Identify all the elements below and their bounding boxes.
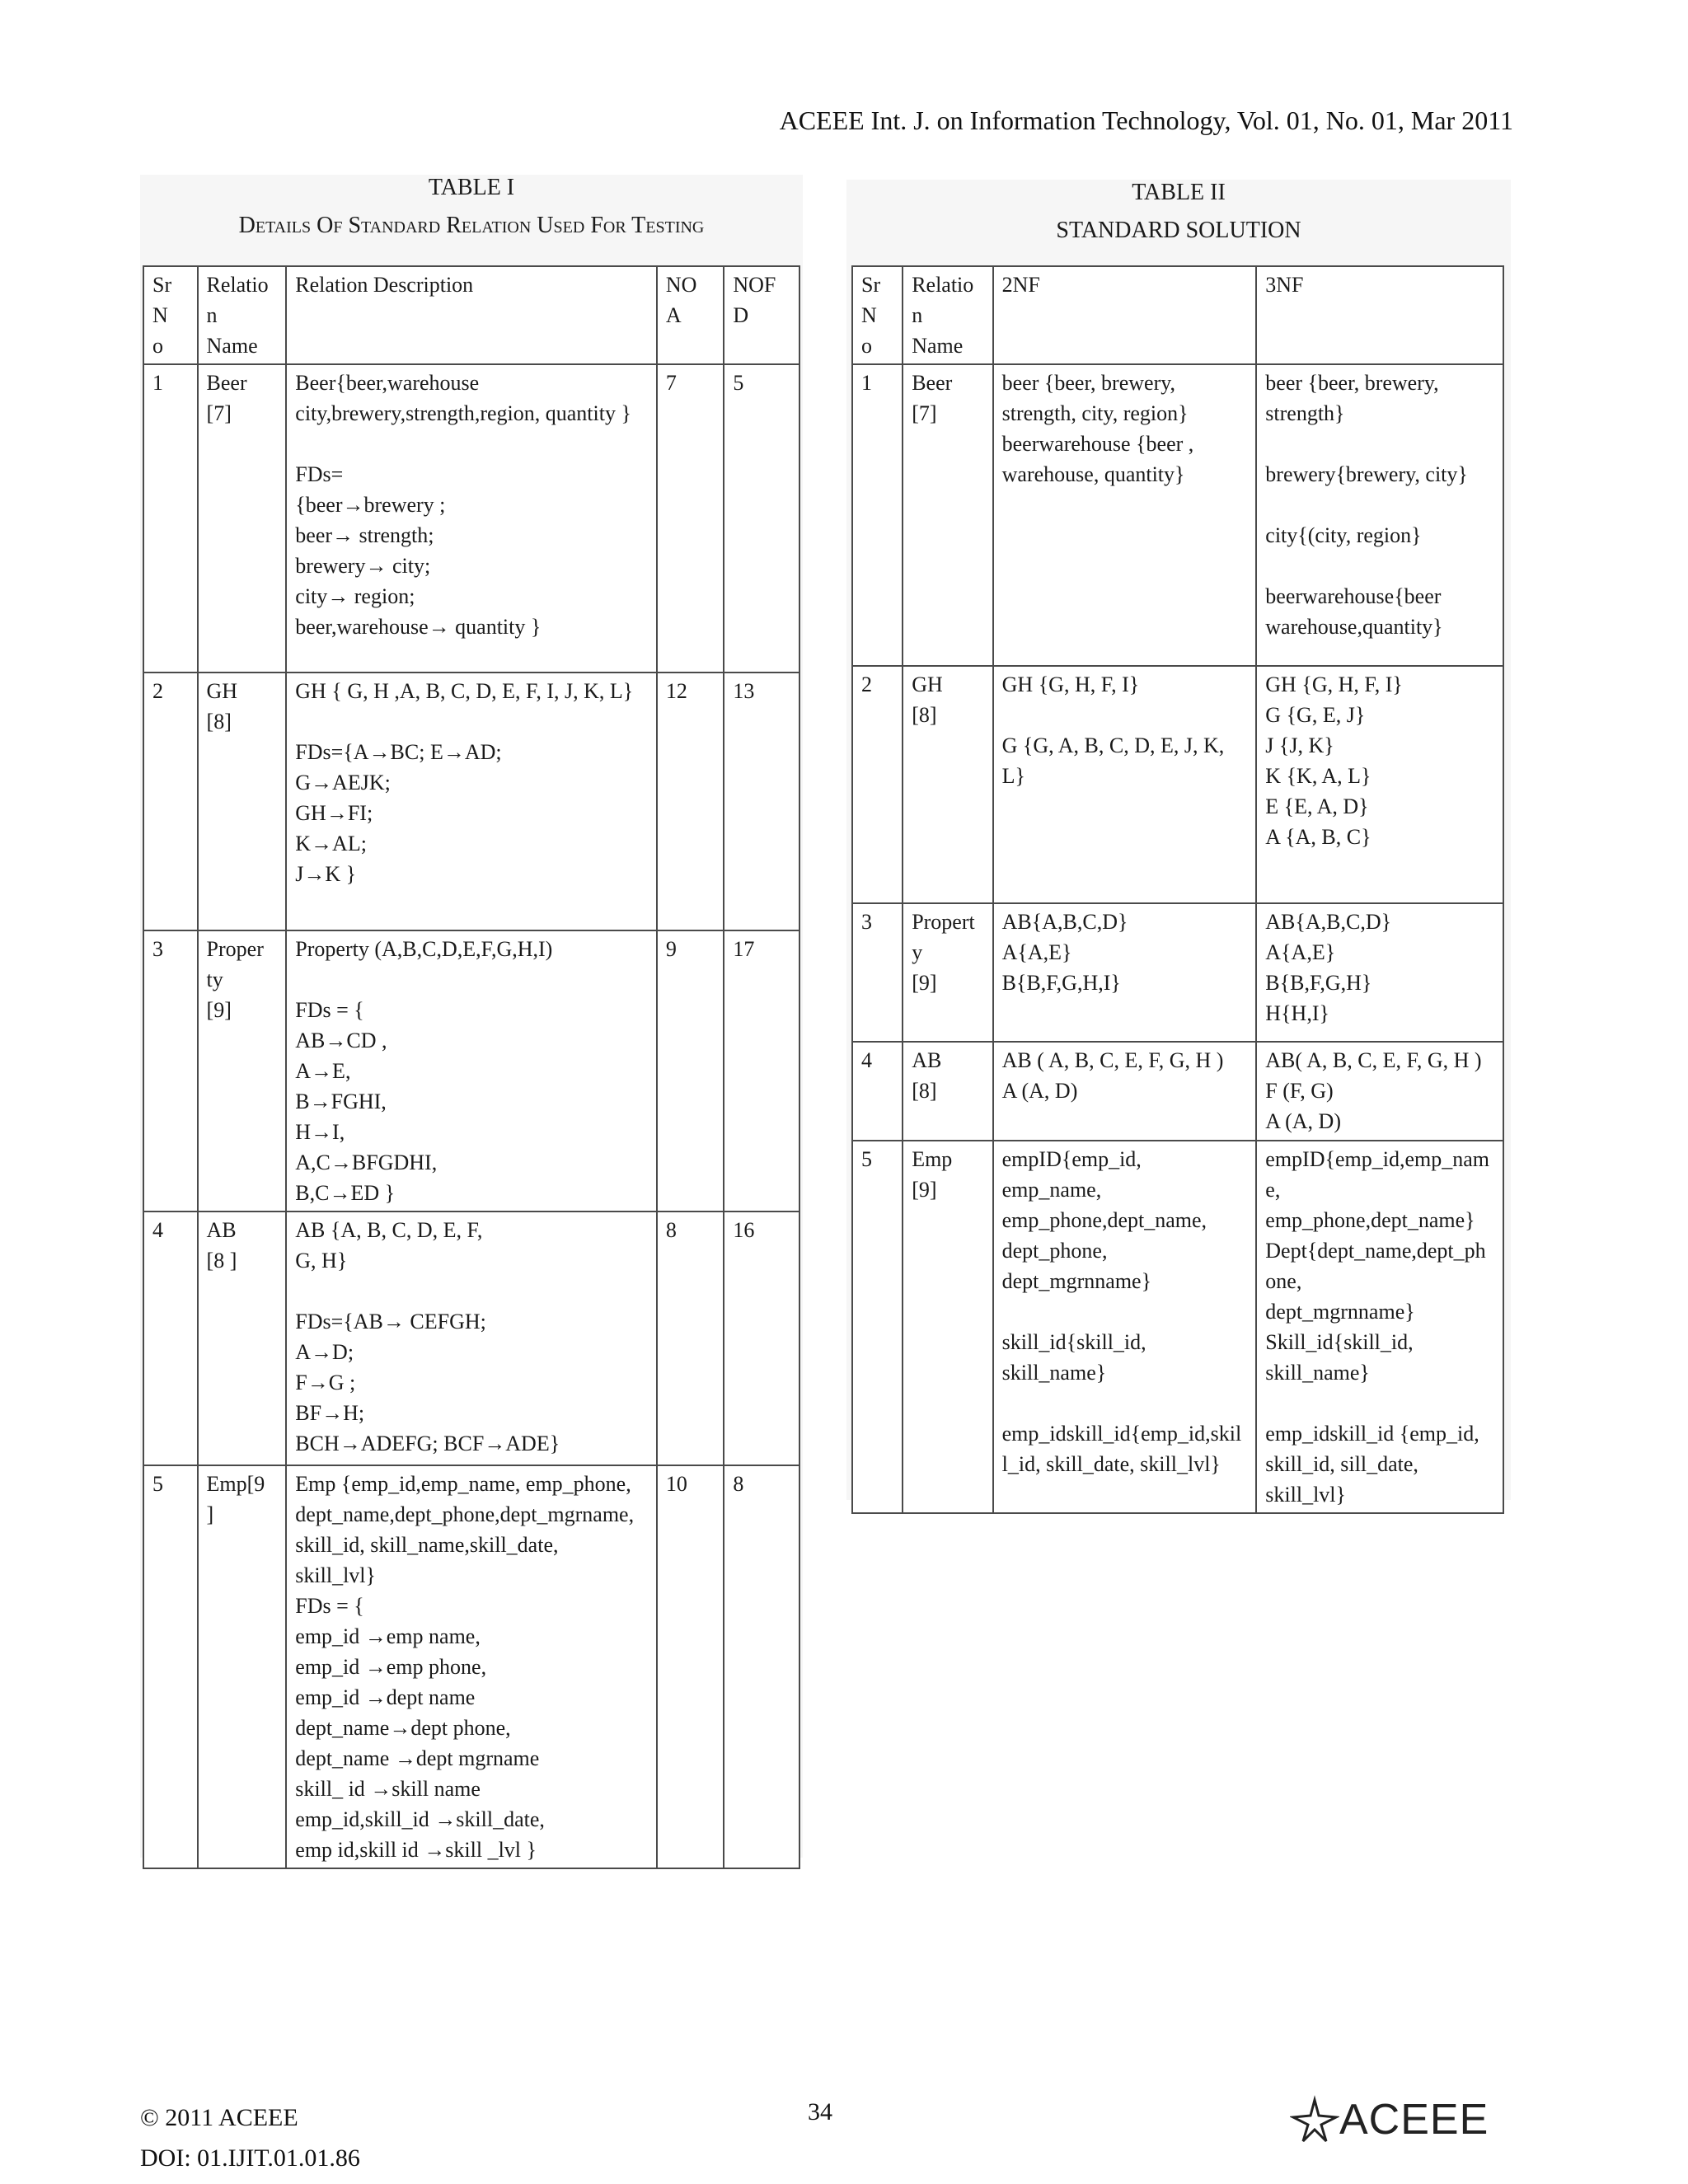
- column-header: Relatio n Name: [903, 266, 992, 364]
- relation-name-cell: GH [8]: [903, 666, 992, 903]
- logo-text: ACEEE: [1339, 2096, 1489, 2144]
- relation-description-cell: Property (A,B,C,D,E,F,G,H,I) FDs = { AB→CD , A→E, B→FGHI, H→I, A,C→BFGDHI, B,C→ED }: [286, 930, 657, 1212]
- noa-cell: 7: [657, 364, 724, 673]
- 2nf-cell: AB{A,B,C,D} A{A,E} B{B,F,G,H,I}: [993, 903, 1257, 1042]
- column-header: 3NF: [1256, 266, 1503, 364]
- column-header: Sr N o: [143, 266, 198, 364]
- relation-description-cell: Emp {emp_id,emp_name, emp_phone, dept_name,dept_phone,dept_mgrname, skill_id, skill_name,skill_date, skill_lvl} FDs = { emp_id →emp name, emp_id →emp phone, emp_id →dept name dept_name→dept phone, dept_name →dept mgrname skill_ id →skill name emp_id,skill_id →skill_date, emp id,skill id →skill _lvl }: [286, 1465, 657, 1868]
- relation-name-cell: AB [8]: [903, 1042, 992, 1141]
- column-header: 2NF: [993, 266, 1257, 364]
- table-1: [143, 265, 800, 1869]
- table-row: [143, 364, 799, 673]
- 3nf-cell: AB{A,B,C,D} A{A,E} B{B,F,G,H} H{H,I}: [1256, 903, 1503, 1042]
- table-2-number: TABLE II: [1132, 180, 1226, 205]
- relation-name-cell: Proper ty [9]: [198, 930, 287, 1212]
- table-1-header-row: [143, 266, 799, 364]
- sr-no-cell: 1: [143, 364, 198, 673]
- relation-description-cell: AB {A, B, C, D, E, F, G, H} FDs={AB→ CEFGH; A→D; F→G ; BF→H; BCH→ADEFG; BCF→ADE}: [286, 1212, 657, 1465]
- noa-cell: 10: [657, 1465, 724, 1868]
- noa-cell: 8: [657, 1212, 724, 1465]
- table-row: [852, 364, 1503, 666]
- table-2-caption: STANDARD SOLUTION: [1056, 218, 1301, 243]
- sr-no-cell: 2: [852, 666, 903, 903]
- table-2-panel: [846, 180, 1511, 1507]
- nofd-cell: 5: [724, 364, 799, 673]
- relation-description-cell: Beer{beer,warehouse city,brewery,strength,region, quantity } FDs= {beer→brewery ; beer→ strength; brewery→ city; city→ region; beer,warehouse→ quantity }: [286, 364, 657, 673]
- relation-name-cell: AB [8 ]: [198, 1212, 287, 1465]
- column-header: Sr N o: [852, 266, 903, 364]
- relation-name-cell: GH [8]: [198, 673, 287, 930]
- 2nf-cell: beer {beer, brewery, strength, city, region} beerwarehouse {beer , warehouse, quantity}: [993, 364, 1257, 666]
- table-row: [852, 903, 1503, 1042]
- nofd-cell: 8: [724, 1465, 799, 1868]
- table-row: [143, 1212, 799, 1465]
- table-1-panel: [140, 175, 803, 1862]
- nofd-cell: 16: [724, 1212, 799, 1465]
- table-row: [852, 1141, 1503, 1513]
- relation-name-cell: Propert y [9]: [903, 903, 992, 1042]
- table-2: [851, 265, 1504, 1514]
- 3nf-cell: beer {beer, brewery, strength} brewery{brewery, city} city{(city, region} beerwarehouse{beer warehouse,quantity}: [1256, 364, 1503, 666]
- relation-name-cell: Emp [9]: [903, 1141, 992, 1513]
- 3nf-cell: AB( A, B, C, E, F, G, H ) F (F, G) A (A, D): [1256, 1042, 1503, 1141]
- sr-no-cell: 5: [852, 1141, 903, 1513]
- 3nf-cell: GH {G, H, F, I} G {G, E, J} J {J, K} K {K, A, L} E {E, A, D} A {A, B, C}: [1256, 666, 1503, 903]
- column-header: Relatio n Name: [198, 266, 287, 364]
- 3nf-cell: empID{emp_id,emp_nam e, emp_phone,dept_name} Dept{dept_name,dept_ph one, dept_mgrnname} Skill_id{skill_id, skill_name} emp_idskill_id {emp_id, skill_id, sill_date, skill_lvl}: [1256, 1141, 1503, 1513]
- sr-no-cell: 4: [852, 1042, 903, 1141]
- aceee-logo: [1290, 2095, 1512, 2144]
- relation-description-cell: GH { G, H ,A, B, C, D, E, F, I, J, K, L} FDs={A→BC; E→AD; G→AEJK; GH→FI; K→AL; J→K }: [286, 673, 657, 930]
- running-header: ACEEE Int. J. on Information Technology, Vol. 01, No. 01, Mar 2011: [779, 105, 1513, 135]
- sr-no-cell: 4: [143, 1212, 198, 1465]
- table-2-header-row: [852, 266, 1503, 364]
- relation-name-cell: Emp[9 ]: [198, 1465, 287, 1868]
- sr-no-cell: 3: [852, 903, 903, 1042]
- footer-doi: DOI: 01.IJIT.01.01.86: [140, 2144, 360, 2172]
- noa-cell: 9: [657, 930, 724, 1212]
- relation-name-cell: Beer [7]: [198, 364, 287, 673]
- sr-no-cell: 5: [143, 1465, 198, 1868]
- table-row: [143, 1465, 799, 1868]
- footer-copyright: © 2011 ACEEE: [140, 2104, 298, 2131]
- table-row: [143, 930, 799, 1212]
- sr-no-cell: 1: [852, 364, 903, 666]
- aceee-star-icon: [1290, 2095, 1339, 2144]
- noa-cell: 12: [657, 673, 724, 930]
- page-number: 34: [808, 2098, 832, 2125]
- table-1-number: TABLE I: [428, 175, 515, 200]
- nofd-cell: 17: [724, 930, 799, 1212]
- table-row: [852, 1042, 1503, 1141]
- 2nf-cell: AB ( A, B, C, E, F, G, H ) A (A, D): [993, 1042, 1257, 1141]
- table-1-caption: Details Of Standard Relation Used For Testing: [238, 213, 705, 238]
- table-row: [143, 673, 799, 930]
- 2nf-cell: GH {G, H, F, I} G {G, A, B, C, D, E, J, K, L}: [993, 666, 1257, 903]
- column-header: NOF D: [724, 266, 799, 364]
- sr-no-cell: 3: [143, 930, 198, 1212]
- relation-name-cell: Beer [7]: [903, 364, 992, 666]
- column-header: NO A: [657, 266, 724, 364]
- sr-no-cell: 2: [143, 673, 198, 930]
- nofd-cell: 13: [724, 673, 799, 930]
- table-row: [852, 666, 1503, 903]
- 2nf-cell: empID{emp_id, emp_name, emp_phone,dept_name, dept_phone, dept_mgrnname} skill_id{skill_id, skill_name} emp_idskill_id{emp_id,skil l_id, skill_date, skill_lvl}: [993, 1141, 1257, 1513]
- column-header: Relation Description: [286, 266, 657, 364]
